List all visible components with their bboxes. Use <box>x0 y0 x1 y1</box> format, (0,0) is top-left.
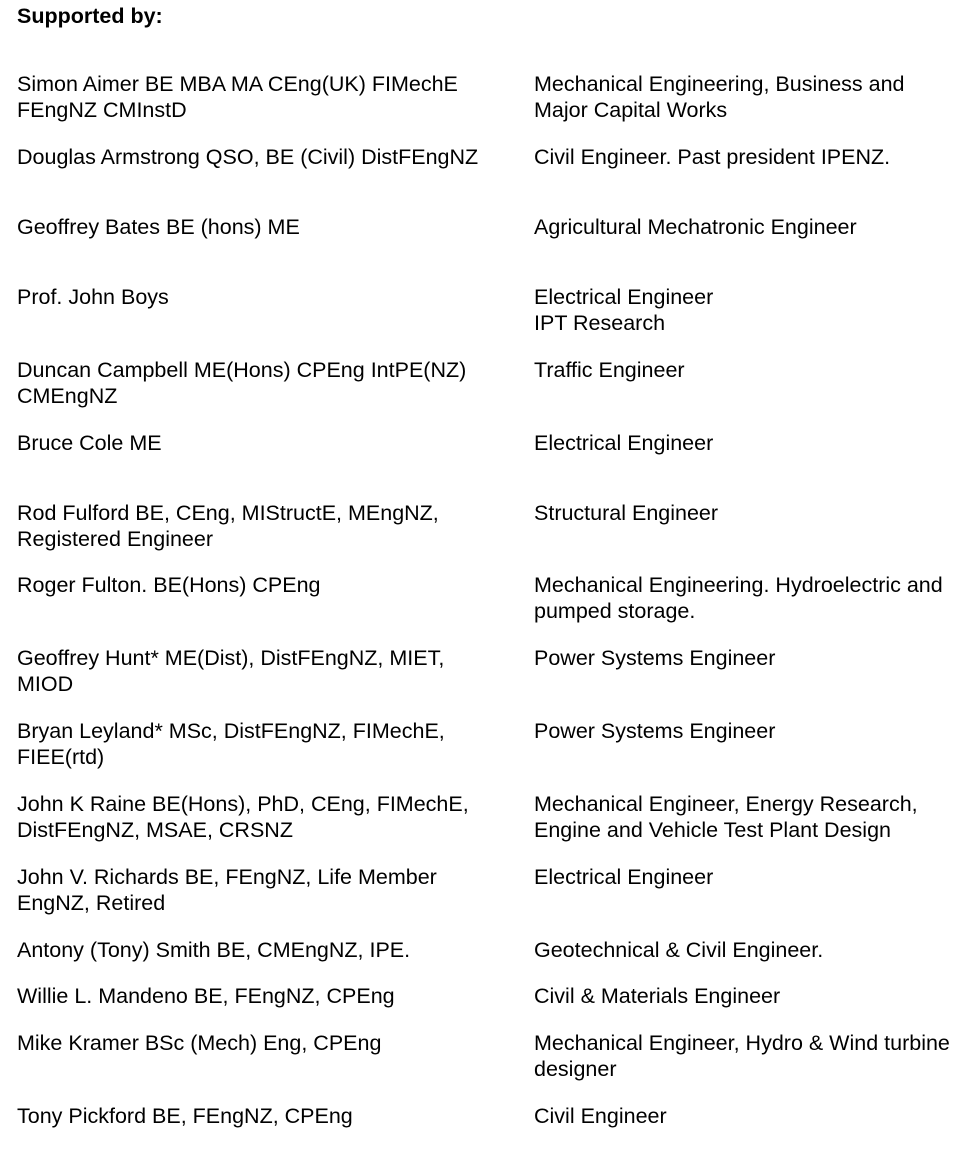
supporter-role: Civil Engineer. Past president IPENZ. <box>534 145 891 169</box>
supporter-role: Traffic Engineer <box>534 358 685 382</box>
supporter-role: Mechanical Engineering. Hydroelectric and pumped storage. <box>534 573 943 623</box>
supporter-row <box>17 500 976 560</box>
supporter-row <box>17 71 976 131</box>
supporter-role: Power Systems Engineer <box>534 719 776 743</box>
supporter-role: Electrical Engineer <box>534 865 714 889</box>
supporter-role: Civil Engineer <box>534 1104 667 1128</box>
supporter-name: Roger Fulton. BE(Hons) CPEng <box>17 573 321 597</box>
supporter-row <box>17 1030 976 1090</box>
supporter-row <box>17 791 976 851</box>
supported-by-heading: Supported by: <box>17 4 163 28</box>
supporter-name: Geoffrey Hunt* ME(Dist), DistFEngNZ, MIET, MIOD <box>17 646 445 696</box>
supporter-name: John K Raine BE(Hons), PhD, CEng, FIMechE, DistFEngNZ, MSAE, CRSNZ <box>17 792 469 842</box>
supporter-name: Simon Aimer BE MBA MA CEng(UK) FIMechE FEngNZ CMInstD <box>17 72 458 122</box>
supporter-row <box>17 864 976 924</box>
supporter-row <box>17 572 976 632</box>
supporter-name: Willie L. Mandeno BE, FEngNZ, CPEng <box>17 984 395 1008</box>
supporter-row <box>17 284 976 344</box>
supporter-row <box>17 357 976 417</box>
supporter-row <box>17 144 976 204</box>
supporter-role: Mechanical Engineering, Business and Major Capital Works <box>534 72 905 122</box>
supporter-role: Agricultural Mechatronic Engineer <box>534 215 857 239</box>
supporter-row <box>17 430 976 490</box>
supporter-name: Bryan Leyland* MSc, DistFEngNZ, FIMechE, FIEE(rtd) <box>17 719 445 769</box>
supporter-role: Power Systems Engineer <box>534 646 776 670</box>
supporter-name: Douglas Armstrong QSO, BE (Civil) DistFEngNZ <box>17 145 479 169</box>
supporter-name: Prof. John Boys <box>17 285 169 309</box>
supporter-role: Civil & Materials Engineer <box>534 984 781 1008</box>
supporter-role: Mechanical Engineer, Hydro & Wind turbine designer <box>534 1031 950 1081</box>
supporter-role: Geotechnical & Civil Engineer. <box>534 938 824 962</box>
supporter-row <box>17 214 976 274</box>
supporter-role: Electrical Engineer IPT Research <box>534 285 714 335</box>
supporter-name: Geoffrey Bates BE (hons) ME <box>17 215 300 239</box>
supporter-name: Duncan Campbell ME(Hons) CPEng IntPE(NZ) CMEngNZ <box>17 358 467 408</box>
supporter-row <box>17 1103 976 1143</box>
supporter-row <box>17 645 976 705</box>
supporter-name: Rod Fulford BE, CEng, MIStructE, MEngNZ, Registered Engineer <box>17 501 439 551</box>
supporter-row <box>17 718 976 778</box>
supporter-name: Bruce Cole ME <box>17 431 162 455</box>
supporter-name: Mike Kramer BSc (Mech) Eng, CPEng <box>17 1031 382 1055</box>
supporter-role: Electrical Engineer <box>534 431 714 455</box>
supporter-role: Mechanical Engineer, Energy Research, Engine and Vehicle Test Plant Design <box>534 792 918 842</box>
supporter-name: Antony (Tony) Smith BE, CMEngNZ, IPE. <box>17 938 411 962</box>
supporter-role: Structural Engineer <box>534 501 719 525</box>
supporter-name: John V. Richards BE, FEngNZ, Life Member EngNZ, Retired <box>17 865 437 915</box>
supporter-name: Tony Pickford BE, FEngNZ, CPEng <box>17 1104 353 1128</box>
